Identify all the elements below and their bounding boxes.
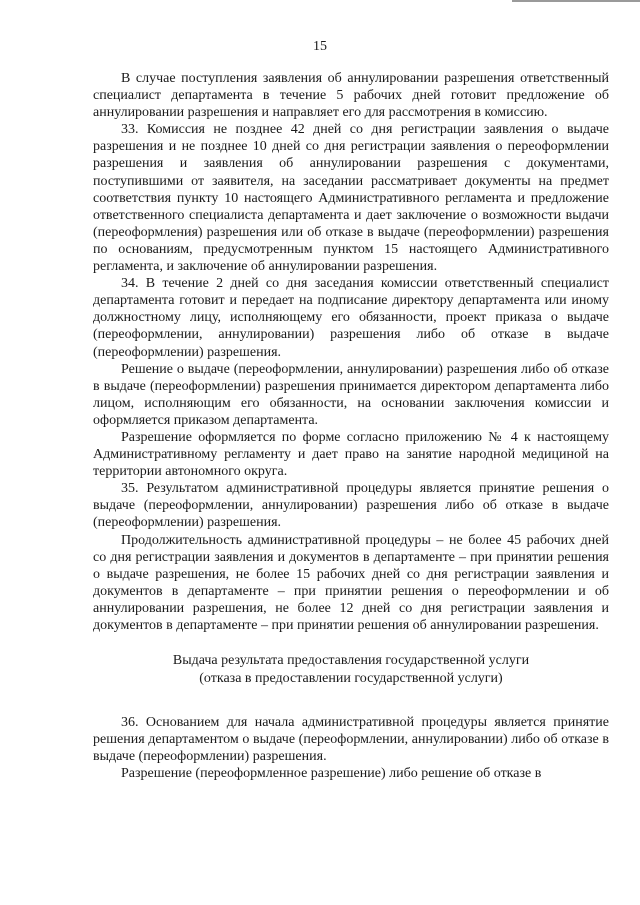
- paragraph-duration: Продолжительность административной процедуры – не более 45 рабочих дней со дня регистрации заявления и документов в департаменте – при принятии решения о выдаче разрешения, не более 15 рабочих дней со дня регистрации заявления и документов в департаменте – при принятии решения о переоформлении и об аннулировании разрешения, не более 12 дней со дня регистрации заявления и документов в департаменте – при принятии решения об аннулировании разрешения.: [93, 532, 609, 633]
- section-heading: [93, 652, 609, 688]
- paragraph-34: 34. В течение 2 дней со дня заседания комиссии ответственный специалист департамента готовит и передает на подписание директору департамента или иному должностному лицу, исполняющему его обязанности, проект приказа о выдаче (переоформлении, аннулировании) разрешения либо об отказе в выдаче (переоформлении) разрешения.: [93, 276, 609, 360]
- paragraph-33: 33. Комиссия не позднее 42 дней со дня регистрации заявления о выдаче разрешения и не позднее 10 дней со дня регистрации заявления о переоформлении разрешения и заявления об аннулировании разрешения с документами, поступившими от заявителя, на заседании рассматривает документы на предмет соответствия пункту 10 настоящего Административного регламента и предложение ответственного специалиста департамента и дает заключение о возможности выдачи (переоформления) разрешения или об отказе в выдаче (переоформлении) разрешения по основаниям, предусмотренным пунктом 15 настоящего Административного регламента, и заключение об аннулировании разрешения.: [93, 122, 609, 275]
- paragraph-permit-form: Разрешение оформляется по форме согласно приложению № 4 к настоящему Административному регламенту и дает право на занятие народной медициной на территории автономного округа.: [93, 429, 609, 480]
- paragraph-permit-issue: Разрешение (переоформленное разрешение) либо решение об отказе в: [121, 766, 542, 782]
- document-body: [93, 70, 609, 782]
- paragraph-36: 36. Основанием для начала административной процедуры является принятие решения департаментом о выдаче (переоформлении, аннулировании) либо об отказе в выдаче (переоформлении) разрешения.: [93, 715, 609, 765]
- paragraph-decision: Решение о выдаче (переоформлении, аннулировании) разрешения либо об отказе в выдаче (переоформлении) разрешения принимается директором департамента либо лицом, исполняющим его обязанности, на основании заключения комиссии и оформляется приказом департамента.: [93, 361, 609, 428]
- paragraph-35: 35. Результатом административной процедуры является принятие решения о выдаче (переоформлении, аннулировании) разрешения либо об отказе в выдаче (переоформлении) разрешения.: [93, 481, 609, 531]
- scan-edge-mark: [512, 0, 640, 2]
- section-heading-line-1: Выдача результата предоставления государственной услуги: [172, 653, 530, 669]
- paragraph-annulment-proposal: В случае поступления заявления об аннулировании разрешения ответственный специалист департамента в течение 5 рабочих дней готовит предложение об аннулировании разрешения и направляет его для рассмотрения в комиссию.: [93, 71, 609, 121]
- section-heading-line-2: (отказа в предоставлении государственной услуги): [199, 671, 503, 687]
- page-number: 15: [313, 39, 327, 54]
